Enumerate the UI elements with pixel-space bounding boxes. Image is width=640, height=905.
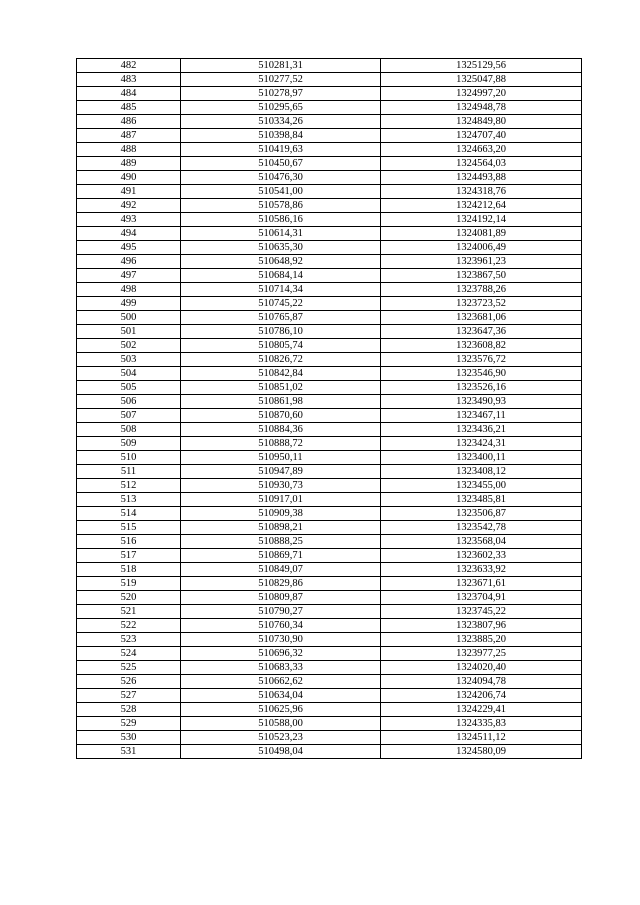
table-row <box>77 521 582 535</box>
x-coordinate-cell: 510730,90 <box>181 633 381 647</box>
x-coordinate-cell: 510745,22 <box>181 297 381 311</box>
table-row <box>77 115 582 129</box>
x-coordinate-cell: 510625,96 <box>181 703 381 717</box>
table-row <box>77 325 582 339</box>
y-coordinate-cell: 1323681,06 <box>381 311 582 325</box>
point-number-cell: 506 <box>77 395 181 409</box>
x-coordinate-cell: 510786,10 <box>181 325 381 339</box>
y-coordinate-cell: 1323867,50 <box>381 269 582 283</box>
point-number-cell: 495 <box>77 241 181 255</box>
y-coordinate-cell: 1325129,56 <box>381 59 582 73</box>
table-row <box>77 703 582 717</box>
y-coordinate-cell: 1324997,20 <box>381 87 582 101</box>
table-row <box>77 395 582 409</box>
x-coordinate-cell: 510870,60 <box>181 409 381 423</box>
y-coordinate-cell: 1324948,78 <box>381 101 582 115</box>
point-number-cell: 498 <box>77 283 181 297</box>
x-coordinate-cell: 510805,74 <box>181 339 381 353</box>
table-row <box>77 269 582 283</box>
y-coordinate-cell: 1324580,09 <box>381 745 582 759</box>
x-coordinate-cell: 510809,87 <box>181 591 381 605</box>
table-row <box>77 227 582 241</box>
point-number-cell: 529 <box>77 717 181 731</box>
point-number-cell: 513 <box>77 493 181 507</box>
table-row <box>77 479 582 493</box>
x-coordinate-cell: 510278,97 <box>181 87 381 101</box>
table-row <box>77 241 582 255</box>
point-number-cell: 484 <box>77 87 181 101</box>
y-coordinate-cell: 1323602,33 <box>381 549 582 563</box>
table-row <box>77 605 582 619</box>
coordinates-table <box>76 58 582 759</box>
table-row <box>77 381 582 395</box>
x-coordinate-cell: 510586,16 <box>181 213 381 227</box>
point-number-cell: 518 <box>77 563 181 577</box>
x-coordinate-cell: 510334,26 <box>181 115 381 129</box>
x-coordinate-cell: 510614,31 <box>181 227 381 241</box>
point-number-cell: 491 <box>77 185 181 199</box>
x-coordinate-cell: 510684,14 <box>181 269 381 283</box>
point-number-cell: 517 <box>77 549 181 563</box>
table-row <box>77 297 582 311</box>
table-row <box>77 101 582 115</box>
y-coordinate-cell: 1323436,21 <box>381 423 582 437</box>
table-row <box>77 619 582 633</box>
y-coordinate-cell: 1323788,26 <box>381 283 582 297</box>
table-row <box>77 157 582 171</box>
point-number-cell: 486 <box>77 115 181 129</box>
table-row <box>77 689 582 703</box>
x-coordinate-cell: 510909,38 <box>181 507 381 521</box>
y-coordinate-cell: 1323542,78 <box>381 521 582 535</box>
y-coordinate-cell: 1324511,12 <box>381 731 582 745</box>
x-coordinate-cell: 510683,33 <box>181 661 381 675</box>
table-row <box>77 213 582 227</box>
table-row <box>77 745 582 759</box>
y-coordinate-cell: 1323568,04 <box>381 535 582 549</box>
point-number-cell: 492 <box>77 199 181 213</box>
x-coordinate-cell: 510295,65 <box>181 101 381 115</box>
y-coordinate-cell: 1323647,36 <box>381 325 582 339</box>
y-coordinate-cell: 1324081,89 <box>381 227 582 241</box>
point-number-cell: 505 <box>77 381 181 395</box>
x-coordinate-cell: 510930,73 <box>181 479 381 493</box>
y-coordinate-cell: 1324707,40 <box>381 129 582 143</box>
y-coordinate-cell: 1324094,78 <box>381 675 582 689</box>
point-number-cell: 497 <box>77 269 181 283</box>
point-number-cell: 522 <box>77 619 181 633</box>
y-coordinate-cell: 1325047,88 <box>381 73 582 87</box>
x-coordinate-cell: 510635,30 <box>181 241 381 255</box>
y-coordinate-cell: 1323455,00 <box>381 479 582 493</box>
table-row <box>77 549 582 563</box>
point-number-cell: 515 <box>77 521 181 535</box>
table-row <box>77 185 582 199</box>
y-coordinate-cell: 1323485,81 <box>381 493 582 507</box>
y-coordinate-cell: 1324006,49 <box>381 241 582 255</box>
y-coordinate-cell: 1324206,74 <box>381 689 582 703</box>
y-coordinate-cell: 1324849,80 <box>381 115 582 129</box>
table-row <box>77 647 582 661</box>
y-coordinate-cell: 1323576,72 <box>381 353 582 367</box>
table-row <box>77 423 582 437</box>
point-number-cell: 488 <box>77 143 181 157</box>
point-number-cell: 490 <box>77 171 181 185</box>
y-coordinate-cell: 1323977,25 <box>381 647 582 661</box>
table-row <box>77 563 582 577</box>
point-number-cell: 514 <box>77 507 181 521</box>
y-coordinate-cell: 1324192,14 <box>381 213 582 227</box>
table-row <box>77 507 582 521</box>
point-number-cell: 520 <box>77 591 181 605</box>
x-coordinate-cell: 510950,11 <box>181 451 381 465</box>
y-coordinate-cell: 1324663,20 <box>381 143 582 157</box>
y-coordinate-cell: 1323704,91 <box>381 591 582 605</box>
y-coordinate-cell: 1323961,23 <box>381 255 582 269</box>
point-number-cell: 516 <box>77 535 181 549</box>
x-coordinate-cell: 510884,36 <box>181 423 381 437</box>
y-coordinate-cell: 1324564,03 <box>381 157 582 171</box>
x-coordinate-cell: 510450,67 <box>181 157 381 171</box>
y-coordinate-cell: 1323723,52 <box>381 297 582 311</box>
x-coordinate-cell: 510541,00 <box>181 185 381 199</box>
x-coordinate-cell: 510861,98 <box>181 395 381 409</box>
point-number-cell: 483 <box>77 73 181 87</box>
table-row <box>77 409 582 423</box>
x-coordinate-cell: 510648,92 <box>181 255 381 269</box>
y-coordinate-cell: 1323671,61 <box>381 577 582 591</box>
y-coordinate-cell: 1324493,88 <box>381 171 582 185</box>
point-number-cell: 512 <box>77 479 181 493</box>
y-coordinate-cell: 1323400,11 <box>381 451 582 465</box>
x-coordinate-cell: 510588,00 <box>181 717 381 731</box>
x-coordinate-cell: 510790,27 <box>181 605 381 619</box>
y-coordinate-cell: 1324318,76 <box>381 185 582 199</box>
y-coordinate-cell: 1324335,83 <box>381 717 582 731</box>
point-number-cell: 499 <box>77 297 181 311</box>
table-row <box>77 633 582 647</box>
point-number-cell: 502 <box>77 339 181 353</box>
x-coordinate-cell: 510888,25 <box>181 535 381 549</box>
point-number-cell: 507 <box>77 409 181 423</box>
table-row <box>77 59 582 73</box>
coordinates-table-body <box>77 59 582 759</box>
x-coordinate-cell: 510947,89 <box>181 465 381 479</box>
table-row <box>77 437 582 451</box>
x-coordinate-cell: 510869,71 <box>181 549 381 563</box>
point-number-cell: 482 <box>77 59 181 73</box>
point-number-cell: 487 <box>77 129 181 143</box>
x-coordinate-cell: 510714,34 <box>181 283 381 297</box>
x-coordinate-cell: 510634,04 <box>181 689 381 703</box>
y-coordinate-cell: 1323546,90 <box>381 367 582 381</box>
x-coordinate-cell: 510898,21 <box>181 521 381 535</box>
x-coordinate-cell: 510849,07 <box>181 563 381 577</box>
table-row <box>77 493 582 507</box>
point-number-cell: 496 <box>77 255 181 269</box>
table-row <box>77 451 582 465</box>
table-row <box>77 353 582 367</box>
point-number-cell: 501 <box>77 325 181 339</box>
table-row <box>77 675 582 689</box>
point-number-cell: 511 <box>77 465 181 479</box>
point-number-cell: 504 <box>77 367 181 381</box>
y-coordinate-cell: 1323526,16 <box>381 381 582 395</box>
table-row <box>77 143 582 157</box>
table-row <box>77 717 582 731</box>
x-coordinate-cell: 510829,86 <box>181 577 381 591</box>
table-row <box>77 171 582 185</box>
table-row <box>77 535 582 549</box>
x-coordinate-cell: 510842,84 <box>181 367 381 381</box>
table-row <box>77 661 582 675</box>
table-row <box>77 367 582 381</box>
y-coordinate-cell: 1323490,93 <box>381 395 582 409</box>
x-coordinate-cell: 510419,63 <box>181 143 381 157</box>
table-row <box>77 311 582 325</box>
x-coordinate-cell: 510498,04 <box>181 745 381 759</box>
table-row <box>77 577 582 591</box>
table-row <box>77 731 582 745</box>
point-number-cell: 500 <box>77 311 181 325</box>
x-coordinate-cell: 510476,30 <box>181 171 381 185</box>
point-number-cell: 503 <box>77 353 181 367</box>
point-number-cell: 519 <box>77 577 181 591</box>
point-number-cell: 531 <box>77 745 181 759</box>
point-number-cell: 494 <box>77 227 181 241</box>
point-number-cell: 523 <box>77 633 181 647</box>
point-number-cell: 508 <box>77 423 181 437</box>
table-row <box>77 199 582 213</box>
x-coordinate-cell: 510662,62 <box>181 675 381 689</box>
x-coordinate-cell: 510888,72 <box>181 437 381 451</box>
point-number-cell: 521 <box>77 605 181 619</box>
table-row <box>77 465 582 479</box>
point-number-cell: 485 <box>77 101 181 115</box>
table-row <box>77 255 582 269</box>
y-coordinate-cell: 1324212,64 <box>381 199 582 213</box>
x-coordinate-cell: 510917,01 <box>181 493 381 507</box>
x-coordinate-cell: 510523,23 <box>181 731 381 745</box>
y-coordinate-cell: 1323506,87 <box>381 507 582 521</box>
point-number-cell: 524 <box>77 647 181 661</box>
table-row <box>77 129 582 143</box>
x-coordinate-cell: 510851,02 <box>181 381 381 395</box>
x-coordinate-cell: 510277,52 <box>181 73 381 87</box>
point-number-cell: 489 <box>77 157 181 171</box>
point-number-cell: 525 <box>77 661 181 675</box>
y-coordinate-cell: 1323885,20 <box>381 633 582 647</box>
point-number-cell: 528 <box>77 703 181 717</box>
table-row <box>77 283 582 297</box>
x-coordinate-cell: 510578,86 <box>181 199 381 213</box>
table-row <box>77 591 582 605</box>
x-coordinate-cell: 510765,87 <box>181 311 381 325</box>
x-coordinate-cell: 510281,31 <box>181 59 381 73</box>
point-number-cell: 493 <box>77 213 181 227</box>
y-coordinate-cell: 1323424,31 <box>381 437 582 451</box>
point-number-cell: 510 <box>77 451 181 465</box>
point-number-cell: 530 <box>77 731 181 745</box>
y-coordinate-cell: 1323608,82 <box>381 339 582 353</box>
x-coordinate-cell: 510826,72 <box>181 353 381 367</box>
y-coordinate-cell: 1323807,96 <box>381 619 582 633</box>
x-coordinate-cell: 510398,84 <box>181 129 381 143</box>
y-coordinate-cell: 1324229,41 <box>381 703 582 717</box>
table-row <box>77 73 582 87</box>
y-coordinate-cell: 1324020,40 <box>381 661 582 675</box>
table-row <box>77 339 582 353</box>
x-coordinate-cell: 510760,34 <box>181 619 381 633</box>
x-coordinate-cell: 510696,32 <box>181 647 381 661</box>
y-coordinate-cell: 1323633,92 <box>381 563 582 577</box>
point-number-cell: 527 <box>77 689 181 703</box>
y-coordinate-cell: 1323408,12 <box>381 465 582 479</box>
table-row <box>77 87 582 101</box>
y-coordinate-cell: 1323745,22 <box>381 605 582 619</box>
point-number-cell: 509 <box>77 437 181 451</box>
point-number-cell: 526 <box>77 675 181 689</box>
y-coordinate-cell: 1323467,11 <box>381 409 582 423</box>
